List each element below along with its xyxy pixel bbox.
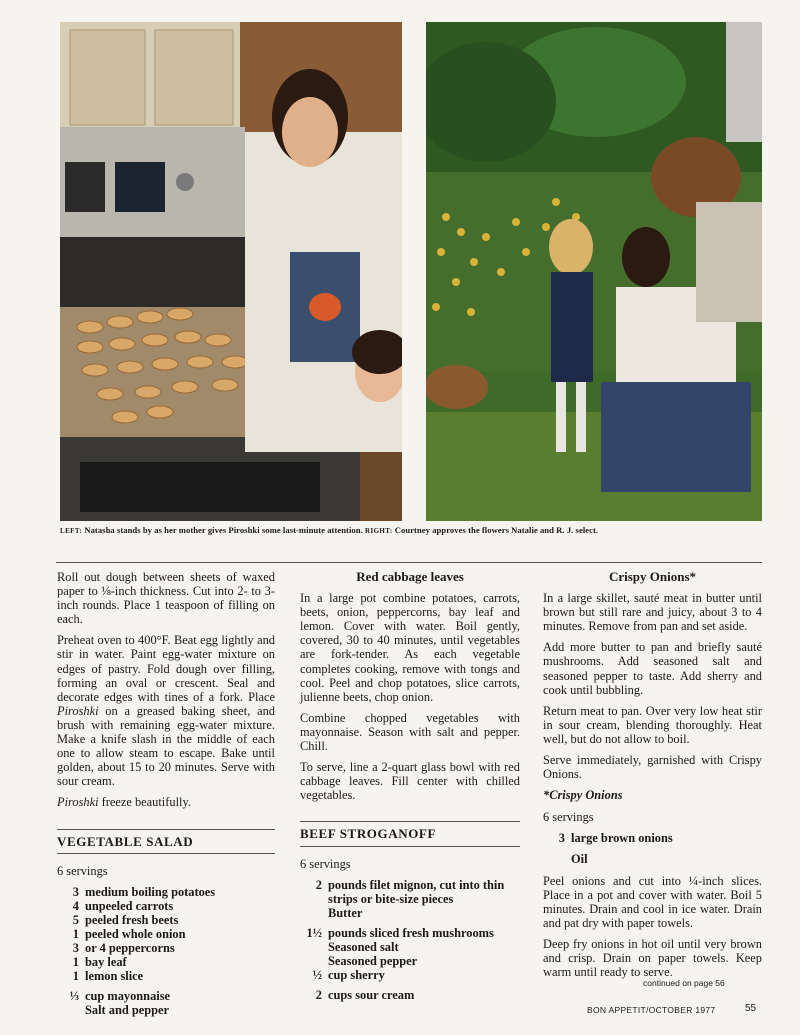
caption-right-text: Courtney approves the flowers Natalie and R. J. select. — [394, 525, 599, 535]
ingredient — [300, 940, 520, 954]
photo-garden-flowers-image — [426, 22, 762, 521]
photo-kitchen-oven-image — [60, 22, 402, 521]
col2-servings: 6 servings — [300, 856, 351, 871]
ingredient-list-vegetable-salad — [57, 885, 275, 1018]
ingredient-text: peeled whole onion — [85, 926, 186, 941]
col1-servings: 6 servings — [57, 863, 108, 878]
ingredient-text: Oil — [571, 851, 588, 866]
subhead-crispy-onions: Crispy Onions* — [608, 569, 697, 584]
col3-paragraph-5: Peel onions and cut into ¼-inch slices. Place in a pot and cover with water. Boil 5 minutes. Drain and cool in ice water. Drain and pat dry with paper towels. — [543, 873, 762, 930]
column-3 — [543, 570, 762, 986]
ingredient-qty: 5 — [72, 912, 79, 927]
section-title-beef-stroganoff: BEEF STROGANOFF — [300, 821, 520, 846]
ingredient — [543, 831, 762, 845]
ingredient — [57, 927, 275, 941]
col1-p2-text-b: on a greased baking sheet, and brush with remaining egg-water mixture. Make a knife slash in the middle of each one to allow steam to escape. Bake until golden, about 15 to 20 minutes. Serve with sour cream. — [57, 703, 275, 789]
ingredient-qty — [300, 954, 328, 968]
continued-note: continued on page 56 — [643, 978, 725, 988]
ingredient-qty: ½ — [312, 968, 322, 983]
ingredient — [300, 926, 520, 940]
col2-paragraph-2: Combine chopped vegetables with mayonnaise. Season with salt and pepper. Chill. — [300, 710, 520, 754]
ingredient-text: medium boiling potatoes — [85, 884, 216, 899]
col2-paragraph-1: In a large pot combine potatoes, carrots, beets, onion, peppercorns, bay leaf and lemon. Cover with water. Boil gently, covered, 30 to 40 minutes, until vegetables are fork-tender. As each vegetable completes cooking, remove with tongs and cool. Peel and chop potatoes, slice carrots, julienne beets, chop onion. — [300, 591, 520, 704]
ingredient-qty — [300, 940, 328, 954]
ingredient-qty: 2 — [315, 877, 322, 892]
photo-kitchen-oven — [60, 22, 402, 521]
ingredient-qty: 1½ — [306, 925, 322, 940]
col1-paragraph-1: Roll out dough between sheets of waxed paper to ⅛-inch thickness. Cut into 2- to 3-inch rounds. Place 1 teaspoon of filling on each. — [57, 570, 275, 627]
page-number: 55 — [745, 1003, 757, 1014]
col3-paragraph-2: Add more butter to pan and briefly sauté mushrooms. Add seasoned salt and seasoned pepper to taste. Add sherry and cook until bubbling. — [543, 640, 762, 697]
ingredient-qty: 1 — [72, 955, 79, 970]
col1-paragraph-2 — [57, 633, 275, 788]
ingredient-qty: 1 — [72, 969, 79, 984]
ingredient — [57, 989, 275, 1003]
ingredient — [300, 906, 520, 920]
ingredient-qty — [543, 852, 571, 866]
ingredient-qty: 3 — [558, 831, 565, 846]
col3-paragraph-6: Deep fry onions in hot oil until very brown and crisp. Drain on paper towels. Keep warm until ready to serve. — [543, 936, 762, 980]
col1-p2-italic: Piroshki — [57, 703, 99, 718]
col1-paragraph-3 — [57, 795, 275, 809]
ingredient-text: peeled fresh beets — [85, 912, 179, 927]
ingredient — [57, 969, 275, 983]
photo-caption — [60, 525, 762, 535]
ingredient-qty — [300, 906, 328, 920]
ingredient-text: pounds filet mignon, cut into thin strips or bite-size pieces — [328, 877, 505, 906]
col1-p3-italic: Piroshki — [57, 795, 99, 810]
ingredient — [57, 955, 275, 969]
col1-p2-text-a: Preheat oven to 400°F. Beat egg lightly and stir in water. Paint egg-water mixture on edges of pastry. Fold dough over filling, forming an oval or crescent. Seal and decorate edges with tines of a fork. Place — [57, 633, 275, 704]
col3-paragraph-4: Serve immediately, garnished with Crispy Onions. — [543, 753, 762, 782]
caption-left-text: Natasha stands by as her mother gives Piroshki some last-minute attention. — [84, 525, 363, 535]
ingredient-text: bay leaf — [85, 955, 127, 970]
ingredient-qty: 2 — [315, 988, 322, 1003]
ingredient-text: Seasoned pepper — [328, 954, 418, 969]
ingredient — [543, 852, 762, 866]
ingredient — [57, 1003, 275, 1017]
ingredient — [57, 885, 275, 899]
column-1 — [57, 570, 275, 1018]
ingredient-text: cup mayonnaise — [85, 989, 171, 1004]
ingredient-qty: 3 — [72, 884, 79, 899]
ingredient — [300, 968, 520, 982]
caption-right-label: RIGHT: — [365, 527, 393, 535]
ingredient-text: unpeeled carrots — [85, 898, 174, 913]
ingredient-qty: 4 — [72, 898, 79, 913]
magazine-footer: BON APPETIT/OCTOBER 1977 — [587, 1005, 716, 1015]
caption-left-label: LEFT: — [60, 527, 83, 535]
ingredient-text: Salt and pepper — [85, 1003, 169, 1018]
crispy-onions-subrecipe-title: *Crispy Onions — [543, 788, 623, 803]
col2-paragraph-3: To serve, line a 2-quart glass bowl with red cabbage leaves. Fill center with chilled vegetables. — [300, 760, 520, 803]
ingredient-qty — [57, 1003, 85, 1017]
ingredient-qty: 1 — [72, 926, 79, 941]
ingredient-text: Seasoned salt — [328, 939, 399, 954]
ingredient-text: or 4 peppercorns — [85, 941, 175, 956]
ingredient-text: cup sherry — [328, 968, 385, 983]
ingredient-text: Butter — [328, 905, 363, 920]
section-title-vegetable-salad: VEGETABLE SALAD — [57, 829, 275, 854]
col1-p3-text: freeze beautifully. — [98, 795, 191, 810]
ingredient — [57, 941, 275, 955]
ingredient-text: cups sour cream — [328, 988, 415, 1003]
ingredient-text: large brown onions — [571, 831, 673, 846]
col3-servings: 6 servings — [543, 810, 594, 825]
ingredient — [300, 988, 520, 1002]
ingredient-list-beef-stroganoff — [300, 878, 520, 1003]
col3-paragraph-3: Return meat to pan. Over very low heat stir in sour cream, blending thoroughly. Heat well, but do not allow to boil. — [543, 703, 762, 746]
col3-paragraph-1: In a large skillet, sauté meat in butter until brown but still rare and juicy, about 3 to 4 minutes. Remove from pan and set aside. — [543, 591, 762, 634]
subhead-red-cabbage: Red cabbage leaves — [356, 569, 464, 584]
column-2 — [300, 570, 520, 1002]
ingredient-text: lemon slice — [85, 969, 144, 984]
ingredient-qty: ⅓ — [69, 989, 79, 1004]
photo-garden-flowers — [426, 22, 762, 521]
ingredient — [57, 899, 275, 913]
ingredient-qty: 3 — [72, 941, 79, 956]
ingredient — [300, 954, 520, 968]
ingredient-list-crispy-onions — [543, 831, 762, 865]
ingredient — [57, 913, 275, 927]
caption-divider — [56, 562, 762, 563]
ingredient-text: pounds sliced fresh mushrooms — [328, 925, 494, 940]
ingredient — [300, 878, 520, 906]
